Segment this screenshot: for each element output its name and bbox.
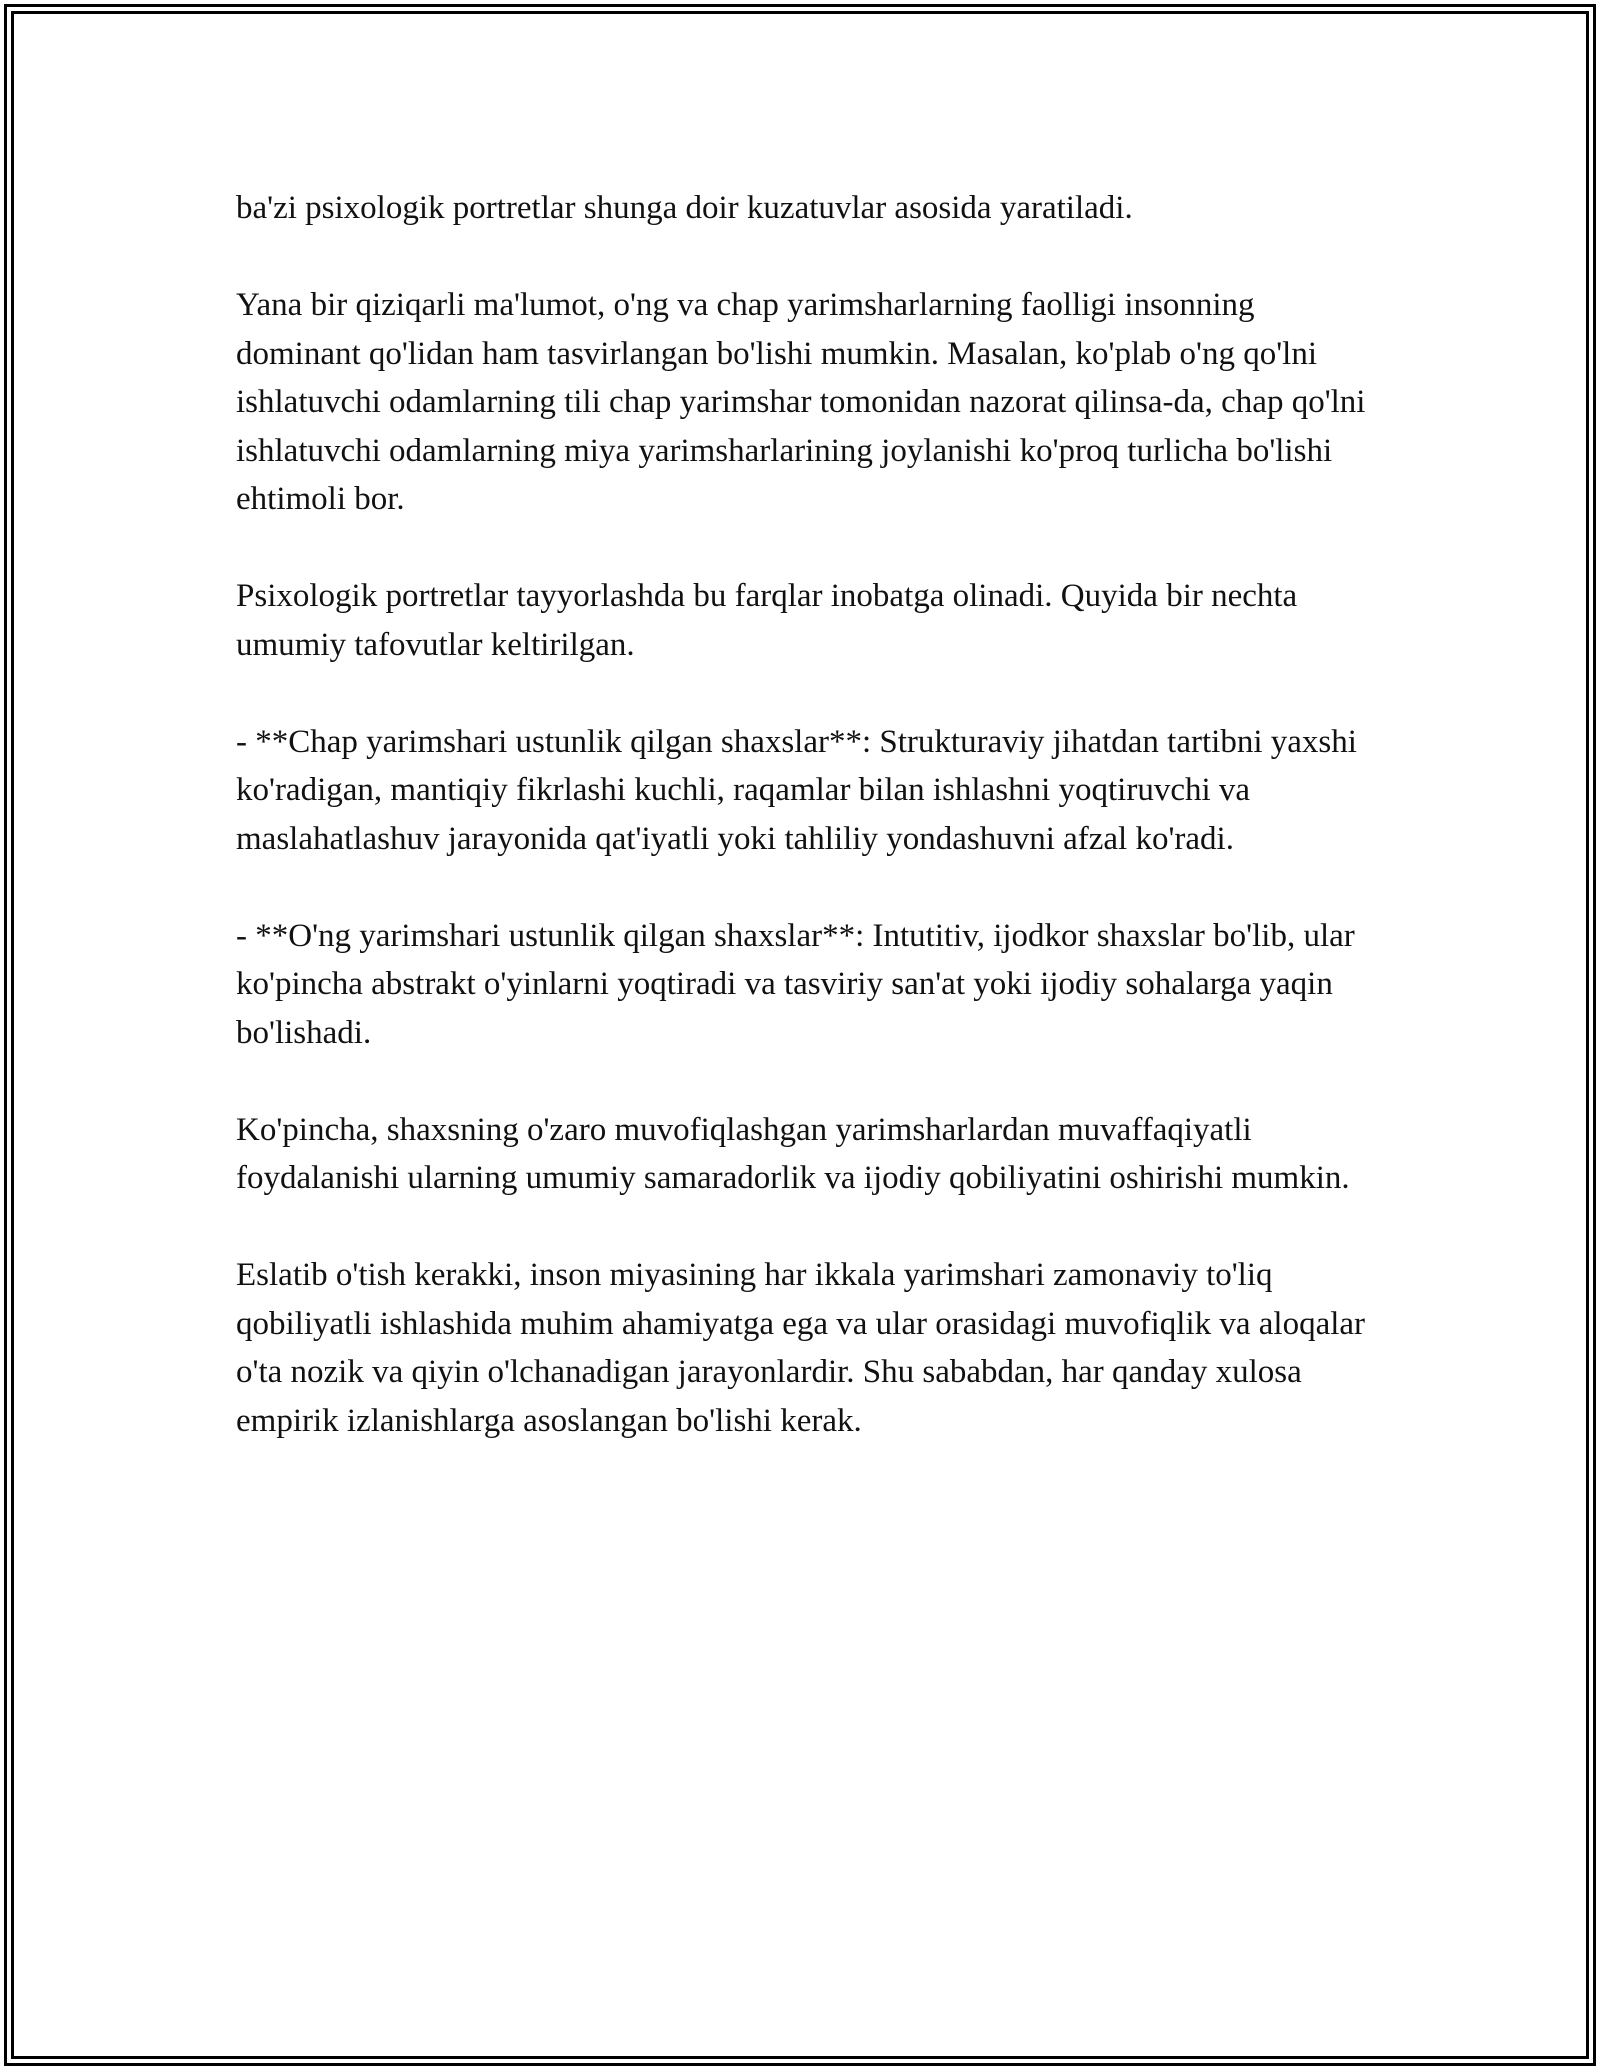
paragraph-portraits-intro: Psixologik portretlar tayyorlashda bu farqlar inobatga olinadi. Quyida bir nechta umumiy tafovutlar keltirilgan. — [236, 578, 1298, 663]
list-item-right-hemisphere: - **O'ng yarimshari ustunlik qilgan shaxslar**: Intutitiv, ijodkor shaxslar bo'lib, ular ko'pincha abstrakt o'yinlarni yoqtiradi va tasviriy san'at yoki ijodiy sohalarga yaqin bo'lishadi. — [236, 917, 1355, 1051]
paragraph-conclusion: Eslatib o'tish kerakki, inson miyasining har ikkala yarimshari zamonaviy to'liq qobiliyatli ishlashida muhim ahamiyatga ega va ular orasidagi muvofiqlik va aloqalar o'ta nozik va qiyin o'lchanadigan jarayonlardir. Shu sababdan, har qanday xulosa empirik izlanishlarga asoslangan bo'lishi kerak. — [236, 1257, 1366, 1439]
document-body — [236, 184, 1376, 1445]
paragraph-handedness: Yana bir qiziqarli ma'lumot, o'ng va chap yarimsharlarning faolligi insonning dominant qo'lidan ham tasvirlangan bo'lishi mumkin. Masalan, ko'plab o'ng qo'lni ishlatuvchi odamlarning tili chap yarimshar tomonidan nazorat qilinsa-da, chap qo'lni ishlatuvchi odamlarning miya yarimsharlarining joylanishi ko'proq turlicha bo'lishi ehtimoli bor. — [236, 287, 1366, 517]
list-item-left-hemisphere: - **Chap yarimshari ustunlik qilgan shaxslar**: Strukturaviy jihatdan tartibni yaxshi ko'radigan, mantiqiy fikrlashi kuchli, raqamlar bilan ishlashni yoqtiruvchi va maslahatlashuv jarayonida qat'iyatli yoki tahliliy yondashuvni afzal ko'radi. — [236, 723, 1357, 857]
paragraph-continuation: ba'zi psixologik portretlar shunga doir kuzatuvlar asosida yaratiladi. — [236, 190, 1133, 226]
paragraph-coordination: Ko'pincha, shaxsning o'zaro muvofiqlashgan yarimsharlardan muvaffaqiyatli foydalanishi ularning umumiy samaradorlik va ijodiy qobiliyatini oshirishi mumkin. — [236, 1111, 1350, 1196]
